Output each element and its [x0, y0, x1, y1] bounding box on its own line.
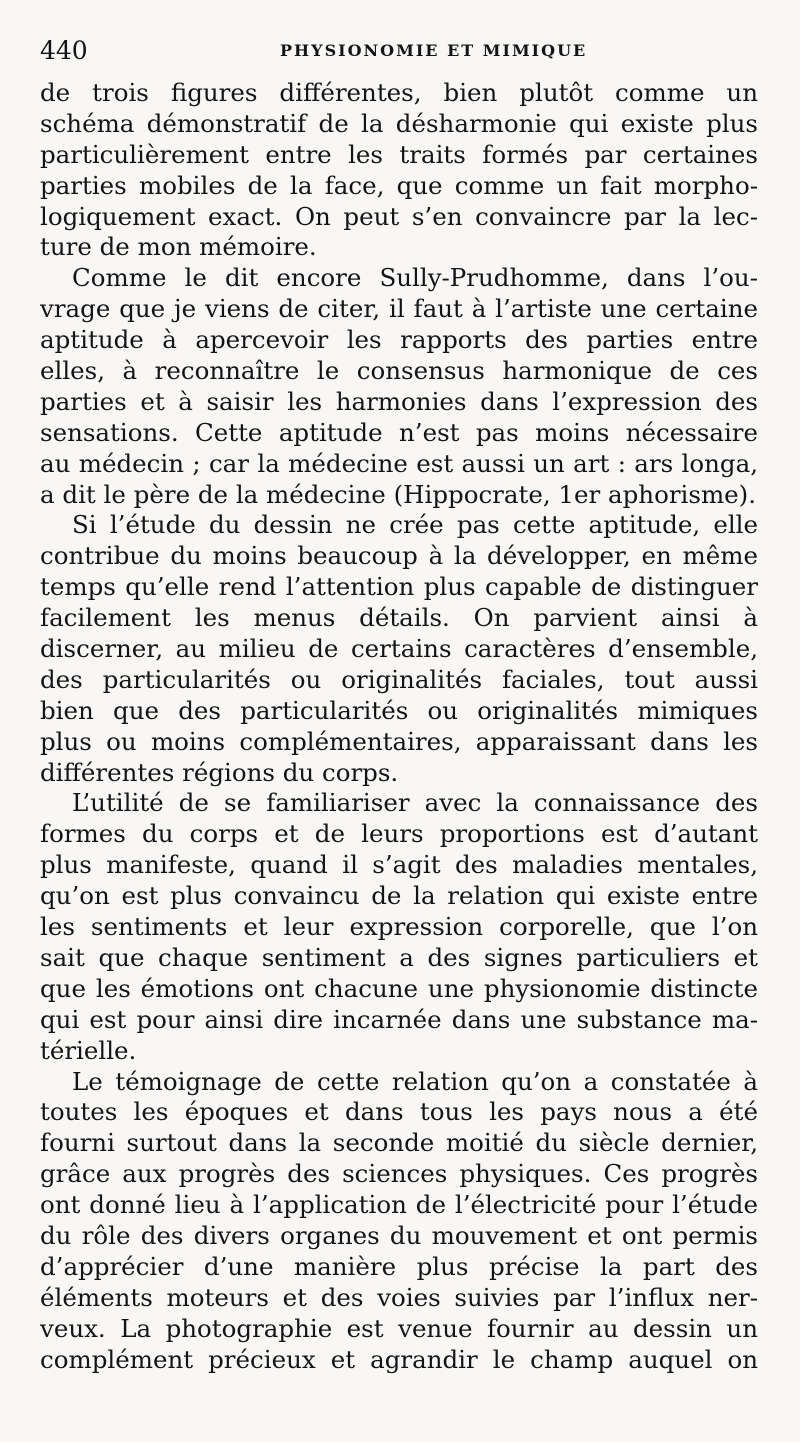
- text-line: particulièrement entre les traits formés par certaines: [40, 139, 758, 169]
- paragraph: [40, 1067, 758, 1376]
- text-line: de trois figures différentes, bien plutôt comme un: [40, 78, 758, 107]
- text-line: vrage que je viens de citer, il faut à l’artiste une certaine: [40, 294, 758, 324]
- running-title: PHYSIONOMIE ET MIMIQUE: [280, 41, 588, 60]
- text-line: grâce aux progrès des sciences physiques. Ces progrès: [40, 1159, 758, 1189]
- text-line: ont donné lieu à l’application de l’électricité pour l’étude: [40, 1190, 758, 1220]
- text-line: elles, à reconnaître le consensus harmonique de ces: [40, 356, 758, 386]
- text-line: sensations. Cette aptitude n’est pas moins nécessaire: [40, 417, 758, 447]
- text-line: parties mobiles de la face, que comme un fait morpho-: [40, 170, 758, 200]
- text-line: Comme le dit encore Sully-Prudhomme, dans l’ou-: [72, 263, 758, 293]
- text-line: qui est pour ainsi dire incarnée dans une substance ma-: [40, 1004, 758, 1034]
- text-line: que les émotions ont chacune une physionomie distincte: [40, 973, 758, 1003]
- text-line: facilement les menus détails. On parvient ainsi à: [40, 603, 758, 633]
- text-line: plus manifeste, quand il s’agit des maladies mentales,: [40, 850, 758, 880]
- text-line: Le témoignage de cette relation qu’on a constatée à: [72, 1066, 758, 1096]
- text-line: ture de mon mémoire.: [40, 232, 317, 262]
- text-line: du rôle des divers organes du mouvement et ont permis: [40, 1220, 758, 1250]
- text-line: logiquement exact. On peut s’en convaincre par la lec-: [40, 201, 758, 231]
- paragraph: [40, 263, 758, 510]
- text-line: contribue du moins beaucoup à la développer, en même: [40, 541, 758, 571]
- text-line: d’apprécier d’une manière plus précise la part des: [40, 1251, 758, 1281]
- text-line: différentes régions du corps.: [40, 757, 399, 787]
- text-line: les sentiments et leur expression corporelle, que l’on: [40, 912, 758, 942]
- text-line: a dit le père de la médecine (Hippocrate, 1er aphorisme).: [40, 479, 757, 509]
- text-line: complément précieux et agrandir le champ auquel on: [40, 1344, 758, 1374]
- text-line: parties et à saisir les harmonies dans l’expression des: [40, 386, 758, 416]
- page-header: [40, 36, 760, 66]
- text-line: au médecin ; car la médecine est aussi un art : ars longa,: [40, 448, 758, 478]
- text-line: térielle.: [40, 1035, 137, 1065]
- body-text: [40, 78, 758, 1375]
- text-line: aptitude à apercevoir les rapports des parties entre: [40, 325, 758, 355]
- text-line: formes du corps et de leurs proportions est d’autant: [40, 819, 758, 849]
- text-line: sait que chaque sentiment a des signes particuliers et: [40, 942, 758, 972]
- text-line: éléments moteurs et des voies suivies par l’influx ner-: [40, 1282, 758, 1312]
- text-line: Si l’étude du dessin ne crée pas cette aptitude, elle: [72, 510, 758, 540]
- paragraph: [40, 78, 758, 263]
- text-line: fourni surtout dans la seconde moitié du siècle dernier,: [40, 1128, 758, 1158]
- text-line: des particularités ou originalités faciales, tout aussi: [40, 664, 758, 694]
- paragraph: [40, 510, 758, 788]
- text-line: plus ou moins complémentaires, apparaissant dans les: [40, 726, 758, 756]
- text-line: discerner, au milieu de certains caractères d’ensemble,: [40, 634, 758, 664]
- text-line: schéma démonstratif de la désharmonie qui existe plus: [40, 108, 758, 138]
- text-line: temps qu’elle rend l’attention plus capable de distinguer: [40, 572, 758, 602]
- page-number: 440: [40, 36, 88, 65]
- text-line: bien que des particularités ou originalités mimiques: [40, 695, 758, 725]
- text-line: veux. La photographie est venue fournir au dessin un: [40, 1313, 758, 1343]
- text-line: qu’on est plus convaincu de la relation qui existe entre: [40, 881, 758, 911]
- paragraph: [40, 788, 758, 1066]
- text-line: L’utilité de se familiariser avec la connaissance des: [72, 788, 758, 818]
- text-line: toutes les époques et dans tous les pays nous a été: [40, 1097, 758, 1127]
